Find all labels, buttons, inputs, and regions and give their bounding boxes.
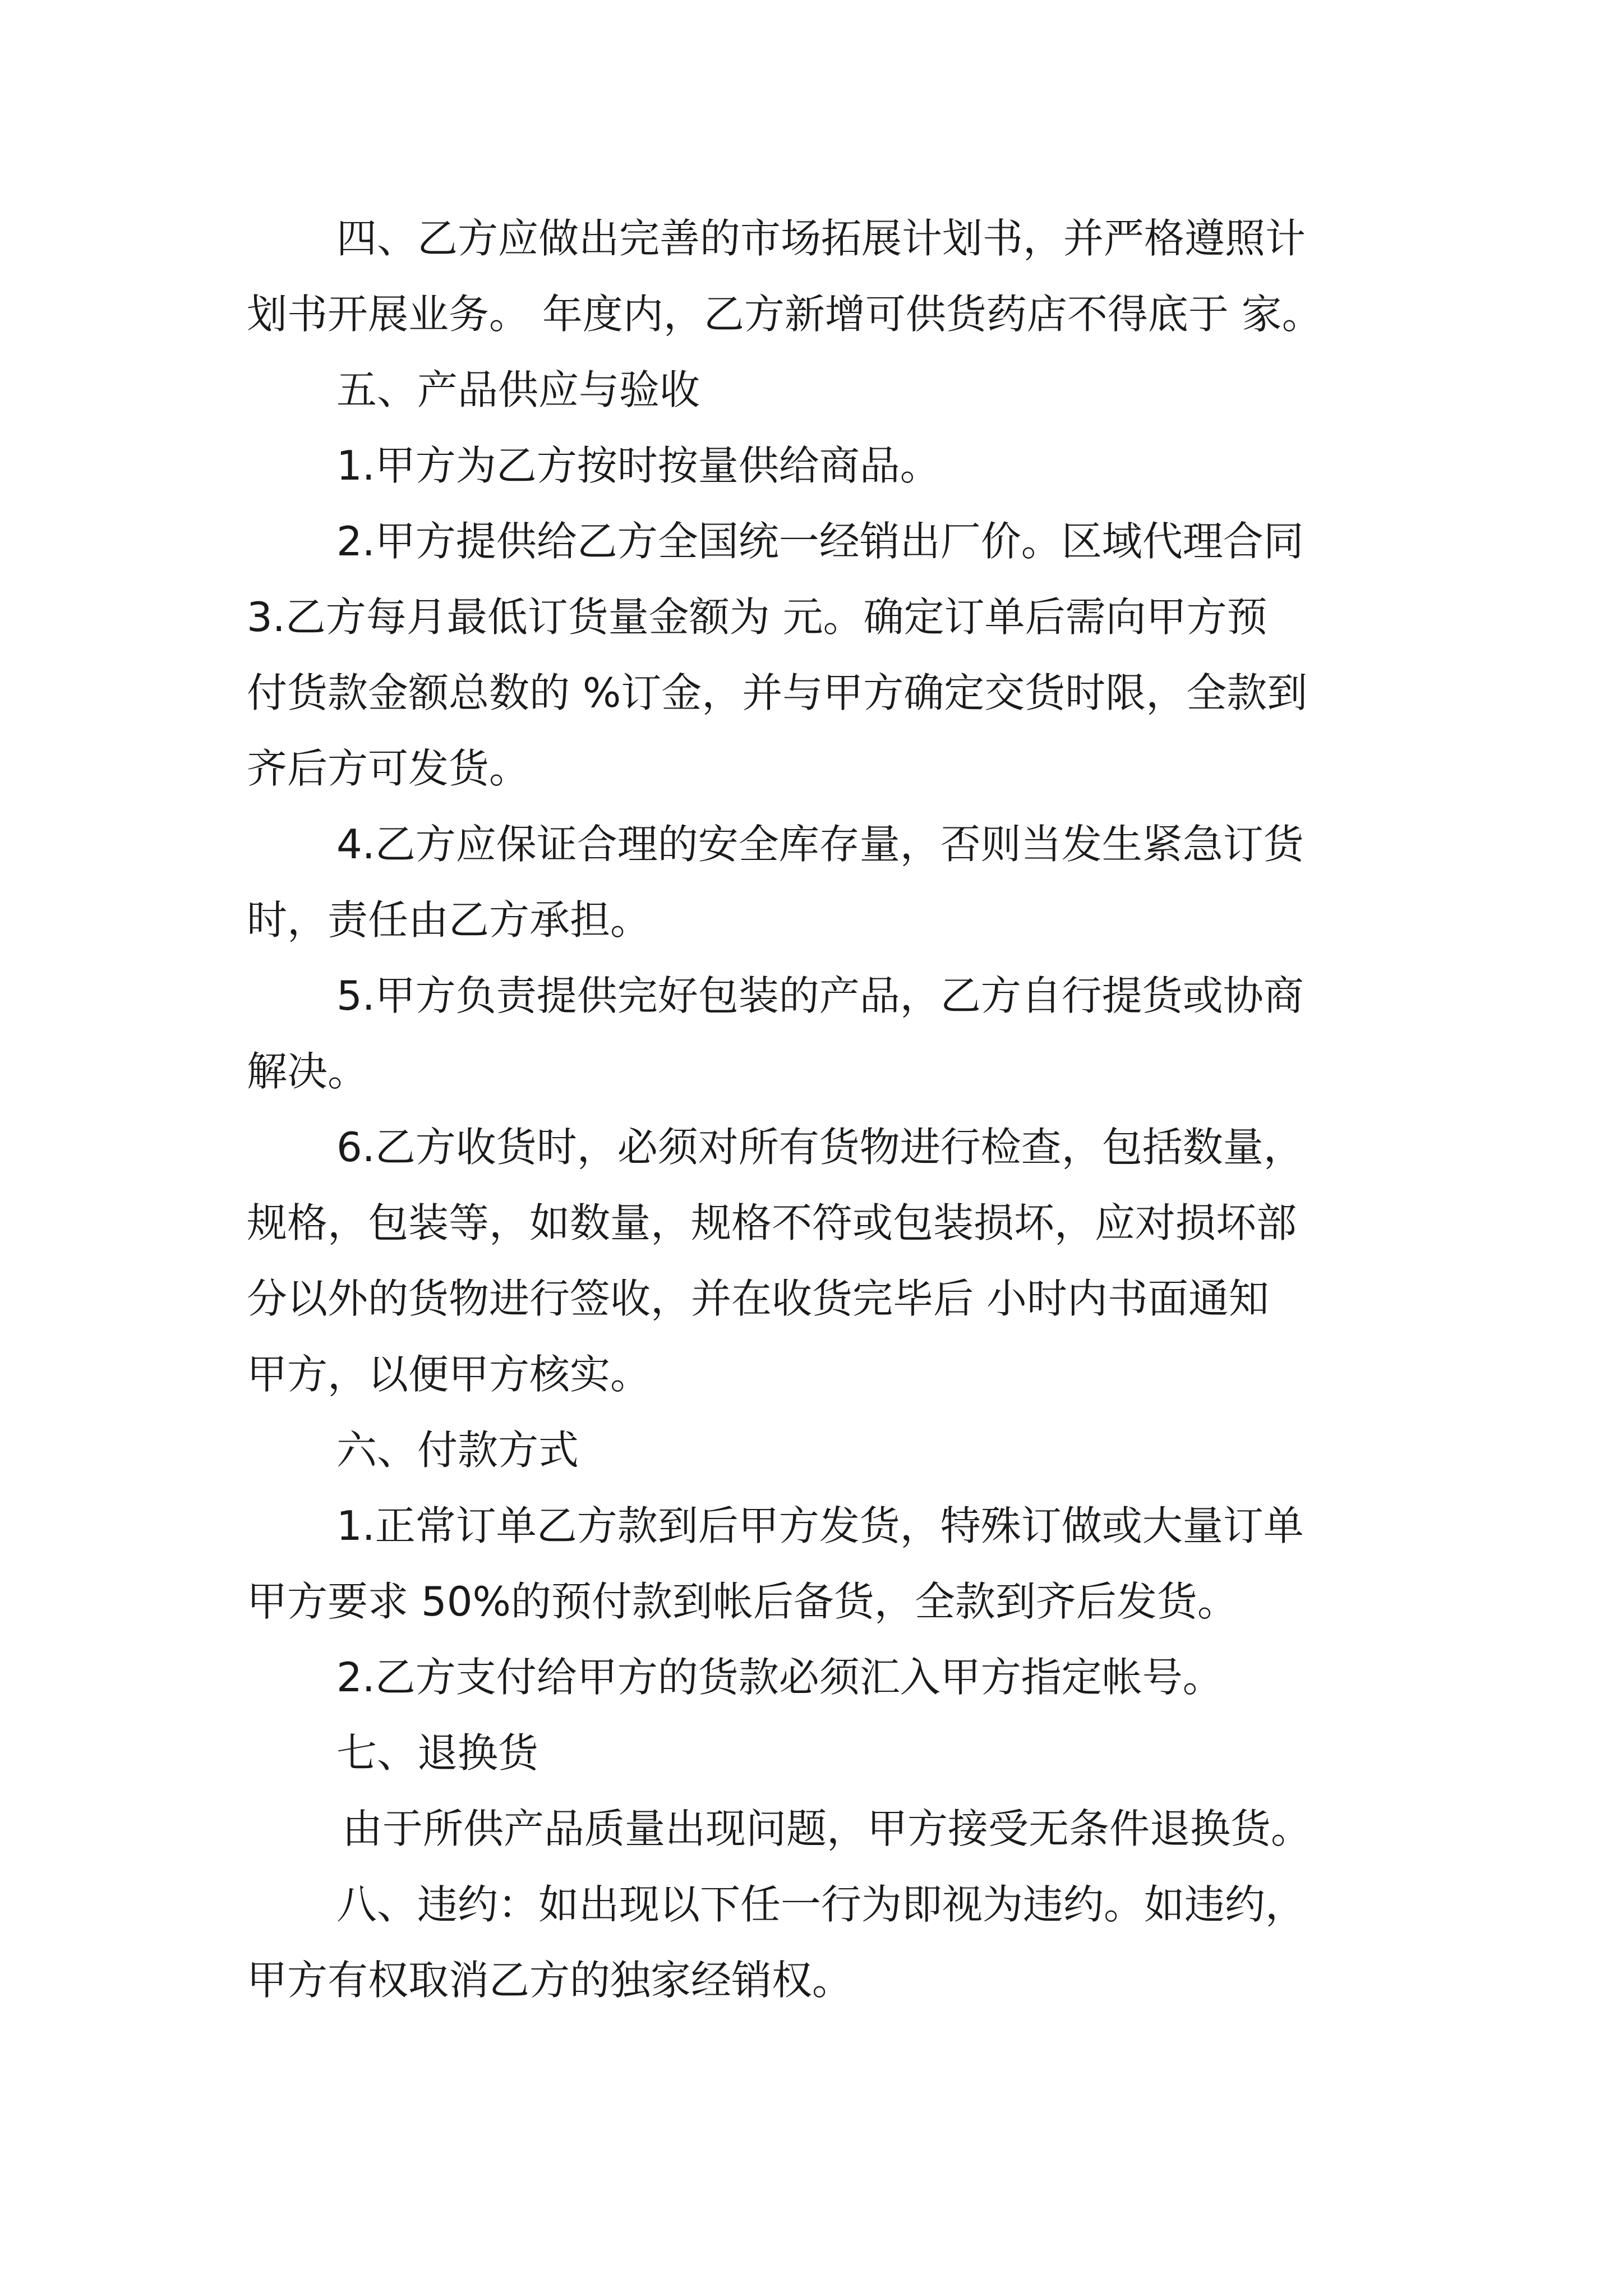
text-line: 6.乙方收货时，必须对所有货物进行检查，包括数量，	[336, 1124, 1304, 1171]
text-line: 由于所供产品质量出现问题，甲方接受无条件退换货。	[342, 1805, 1312, 1852]
text-line: 2.乙方支付给甲方的货款必须汇入甲方指定帐号。	[336, 1654, 1223, 1701]
text-line: 1.正常订单乙方款到后甲方发货，特殊订做或大量订单	[336, 1502, 1304, 1549]
section-heading: 七、退换货	[336, 1729, 539, 1777]
text-line: 齐后方可发货。	[247, 745, 530, 792]
text-line: 时，责任由乙方承担。	[247, 896, 651, 944]
section-heading: 八、违约：如出现以下任一行为即视为违约。如违约，	[336, 1881, 1306, 1928]
text-line: 2.甲方提供给乙方全国统一经销出厂价。区域代理合同	[336, 518, 1304, 565]
text-line: 划书开展业务。 年度内，乙方新增可供货药店不得底于 家。	[247, 291, 1322, 338]
section-heading: 六、付款方式	[336, 1427, 579, 1474]
text-line: 4.乙方应保证合理的安全库存量，否则当发生紧急订货	[336, 821, 1304, 868]
text-line: 解决。	[247, 1048, 368, 1095]
text-line: 1.甲方为乙方按时按量供给商品。	[336, 442, 940, 489]
text-line: 四、乙方应做出完善的市场拓展计划书，并严格遵照计	[336, 215, 1306, 262]
text-line: 甲方有权取消乙方的独家经销权。	[247, 1957, 853, 2004]
text-line: 付货款金额总数的 %订金，并与甲方确定交货时限，全款到	[247, 669, 1308, 716]
section-heading: 五、产品供应与验收	[336, 366, 700, 413]
text-line: 分以外的货物进行签收，并在收货完毕后 小时内书面通知	[247, 1275, 1269, 1322]
text-line: 3.乙方每月最低订货量金额为 元。确定订单后需向甲方预	[247, 593, 1267, 641]
text-line: 规格，包装等，如数量，规格不符或包装损坏，应对损坏部	[247, 1199, 1297, 1246]
text-line: 甲方，以便甲方核实。	[247, 1351, 651, 1398]
text-line: 甲方要求 50%的预付款到帐后备货，全款到齐后发货。	[247, 1578, 1238, 1625]
text-line: 5.甲方负责提供完好包装的产品，乙方自行提货或协商	[336, 972, 1304, 1019]
